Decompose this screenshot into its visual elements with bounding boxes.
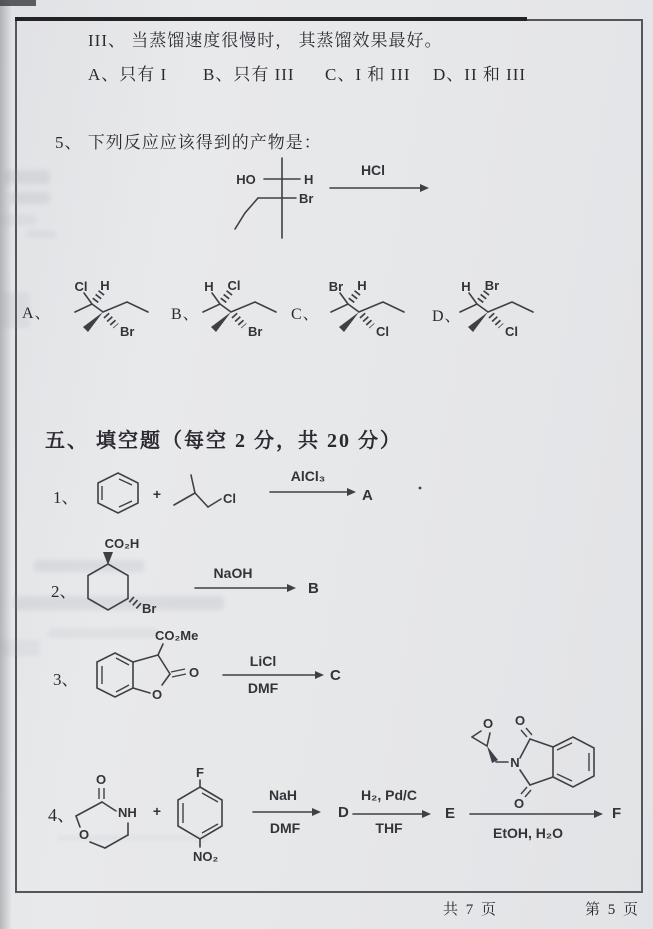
reagent-naoh: NaOH [213,565,253,581]
bond-to-ester [158,644,163,655]
carbonyl-double-bond [521,787,527,794]
product-d: D [338,804,349,821]
footer-current-page: 第 5 页 [585,902,641,918]
epoxide-bond [472,737,487,746]
bond [90,842,105,848]
reagent-licl: LiCl [249,653,277,669]
nitro-label: NO₂ [193,849,219,864]
carbon-chain [75,302,148,312]
section5-header: 五、 填空题（每空 2 分，共 20 分） [45,430,402,452]
reaction2-number: 2、 [51,582,77,601]
bond [76,816,80,827]
double-bond [202,824,218,833]
bleed-smudge [0,640,40,656]
carbonyl-double-bond [172,674,186,677]
plain-bond [212,293,220,304]
bromine-label: Br [142,601,157,616]
plain-bond [84,293,92,304]
reagent-hcl: HCl [360,162,386,178]
question5-title: 5、 下列反应应该得到的产物是： [55,133,322,152]
choice-b-structure [180,274,300,340]
carbonyl-double-bond [521,730,527,737]
solvent-etoh-h2o: EtOH, H₂O [493,825,563,841]
cyclohexane-ring [88,564,128,610]
bond [520,739,530,758]
top-left-atom: H [204,279,214,294]
carbonyl-double-bond [525,790,531,797]
benzene-ring [178,787,222,839]
bond [195,493,208,507]
scan-corner-mark [0,0,36,6]
bleed-smudge [10,192,50,204]
hashed-bond [131,599,140,607]
mc-option-b: B、只有 III [203,65,295,84]
bond [158,655,170,674]
ethyl-chain [235,198,258,229]
bond [174,493,195,505]
arrowhead [420,184,429,192]
top-left-atom: Cl [74,279,88,294]
choice-d-letter: D、 [432,308,462,325]
q5-substrate-scheme [230,148,560,248]
top-right-atom: Cl [227,278,241,293]
solvent-dmf: DMF [269,820,301,836]
reagent-nah: NaH [268,787,298,803]
epoxide-oxygen: O [482,716,494,731]
catalyst-alcl3: AlCl₃ [290,468,326,484]
bond [520,770,530,785]
bottom-atom: Cl [505,324,518,339]
carbon-chain [203,302,276,312]
choice-a-letter: A、 [22,305,52,322]
imide-bottom-oxygen: O [513,796,525,811]
bond [530,777,553,785]
hashed-bond [234,315,244,326]
choice-c-letter: C、 [291,306,320,323]
reaction1-scheme [40,452,460,537]
plain-bond [469,293,477,304]
imide-top-oxygen: O [514,713,526,728]
bottom-atom: Br [248,324,263,339]
arrowhead [594,810,603,818]
bond [162,674,170,685]
carbon-chain [331,302,404,312]
imide-nitrogen: N [510,755,520,770]
footer-total-pages: 共 7 页 [443,902,499,918]
arrowhead [315,671,324,679]
top-right-atom: H [100,278,110,293]
reaction4-scheme [38,692,650,874]
hashed-bond [491,315,501,326]
arrowhead [347,488,356,496]
choice-b-letter: B、 [171,306,200,323]
choice-d-structure [437,274,557,340]
hashed-bond [351,292,358,301]
double-bond [202,793,218,802]
hashed-bond [223,292,230,301]
statement-iii: III、 当蒸馏速度很慢时， 其蒸馏效果最好。 [88,31,443,50]
bond [133,655,158,662]
top-right-atom: H [357,278,367,293]
plain-bond [340,293,348,304]
amide-nh: NH [118,805,137,820]
scan-edge-shadow [0,0,12,929]
carbon-chain [460,302,533,312]
wedge-bond [487,746,498,763]
bond [530,739,553,747]
mc-option-c: C、I 和 III [325,65,411,84]
hashed-bond [480,292,487,301]
bond-to-cl [208,499,221,507]
wedge-bond [339,312,359,332]
hashed-bond [362,315,372,326]
hashed-bond [95,292,102,301]
arrowhead [287,584,296,592]
product-f: F [612,805,622,822]
fluorine-label: F [196,765,204,780]
ink-speck [419,487,422,490]
bottom-atom: Cl [376,324,389,339]
bleed-smudge [26,230,56,238]
bromine-label: Br [299,191,314,206]
mc-option-a: A、只有 I [88,65,168,84]
product-e: E [445,805,456,822]
benzene-ring [98,473,138,513]
page-border-top-thick [15,17,527,21]
arrowhead [312,808,321,816]
epoxide-bond [487,733,490,746]
plus-sign: + [152,803,162,819]
arrowhead [422,810,431,818]
product-a: A [362,487,373,504]
epoxide-bond [472,731,481,737]
hydroxyl-label: HO [236,172,256,187]
solvent-dmf: DMF [247,680,279,696]
reagent-h2-pdc: H₂, Pd/C [361,787,417,803]
wedge-bond [211,312,231,332]
reaction2-scheme [38,536,418,631]
wedge-bond [103,552,113,565]
choice-c-structure [308,274,428,340]
benzene-ring [553,737,594,787]
bond [76,802,102,816]
hashed-bond [106,315,116,326]
mc-option-d: D、II 和 III [433,65,527,84]
solvent-thf: THF [375,820,403,836]
plus-sign: + [152,486,162,502]
product-c: C [330,667,341,684]
top-left-atom: H [461,279,471,294]
bottom-atom: Br [120,324,135,339]
chlorine-label: Cl [223,491,236,506]
product-b: B [308,580,319,597]
ring-oxygen: O [78,827,90,842]
carbonyl-double-bond [526,728,532,735]
choice-a-structure [52,274,172,340]
bond [105,835,128,848]
bleed-smudge [2,215,36,225]
reaction3-number: 3、 [53,670,79,689]
carbonyl-oxygen: O [95,772,107,787]
carboxyl-label: CO₂H [104,536,140,551]
lactone-oxygen: O [151,687,163,702]
reaction1-number: 1、 [53,488,79,507]
carbonyl-oxygen: O [189,665,200,680]
methyl-bond [191,475,195,493]
top-left-atom: Br [328,279,344,294]
bond [102,802,116,811]
wedge-bond [468,312,488,332]
top-right-atom: Br [484,278,500,293]
bleed-smudge [4,170,50,184]
ester-label: CO₂Me [155,628,199,643]
wedge-bond [83,312,103,332]
reaction4-number: 4、 [48,805,75,825]
carbonyl-double-bond [171,669,185,672]
hydrogen-label: H [304,172,314,187]
